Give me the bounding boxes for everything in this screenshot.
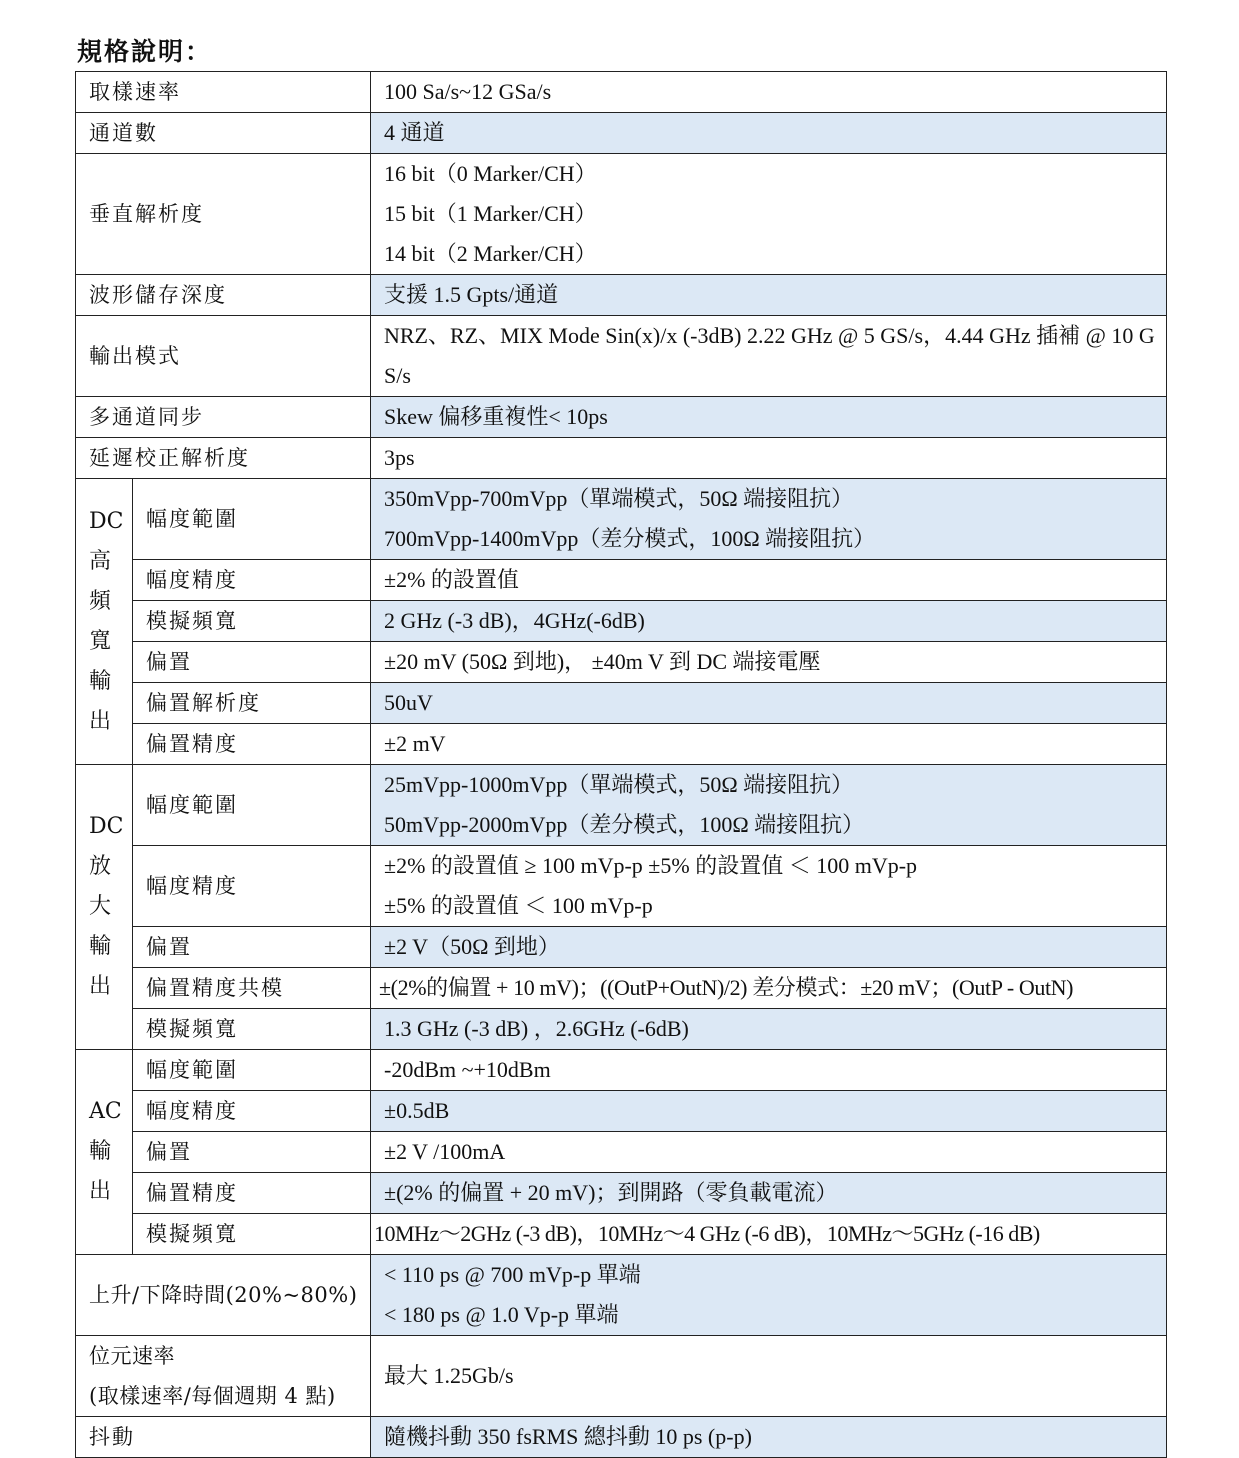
row-label: 抖動 [76,1417,371,1458]
row-label: 上升/下降時間(20%~80%) [76,1255,371,1336]
table-row [76,438,1167,479]
table-row [76,560,1167,601]
row-value: 支援 1.5 Gpts/通道 [371,275,1167,316]
value-line: < 180 ps @ 1.0 Vp-p 單端 [384,1302,619,1327]
row-label: 模擬頻寬 [133,1009,371,1050]
row-value [371,846,1167,927]
table-row [76,316,1167,397]
row-value: ±20 mV (50Ω 到地)， ±40m V 到 DC 端接電壓 [371,642,1167,683]
group-label-char: 出 [89,974,112,999]
row-label: 延遲校正解析度 [76,438,371,479]
value-line: ±2% 的設置值 ≥ 100 mVp-p ±5% 的設置值 ＜ 100 mVp-p [384,853,918,878]
table-row [76,642,1167,683]
table-row [76,1050,1167,1091]
row-value: ±(2%的偏置 + 10 mV)；((OutP+OutN)/2) 差分模式：±20 mV；(OutP - OutN) [371,968,1167,1009]
row-label: 幅度精度 [133,1091,371,1132]
label-line: 位元速率 [89,1344,175,1368]
row-value: 10MHz～2GHz (-3 dB)，10MHz～4 GHz (-6 dB)，10MHz～5GHz (-16 dB) [371,1214,1167,1255]
row-value: ±2 V /100mA [371,1132,1167,1173]
row-value: ±0.5dB [371,1091,1167,1132]
row-label: 偏置精度 [133,724,371,765]
row-label: 偏置 [133,927,371,968]
row-label: 偏置解析度 [133,683,371,724]
group-label-char: 高 [89,548,112,574]
row-label: 幅度精度 [133,846,371,927]
value-line: 25mVpp-1000mVpp（單端模式，50Ω 端接阻抗） [384,772,854,797]
row-value: ±2 mV [371,724,1167,765]
page-title: 規格說明： [77,37,213,66]
row-value: 1.3 GHz (-3 dB) ，2.6GHz (-6dB) [371,1009,1167,1050]
row-value: 最大 1.25Gb/s [371,1336,1167,1417]
table-row [76,1214,1167,1255]
table-row [76,479,1167,560]
group-label-char: 大 [89,894,112,919]
row-value: 100 Sa/s~12 GSa/s [371,72,1167,113]
table-row [76,1009,1167,1050]
row-value: NRZ、RZ、MIX Mode Sin(x)/x (-3dB) 2.22 GHz @ 5 GS/s，4.44 GHz 插補 @ 10 GS/s [371,316,1167,397]
value-line: 14 bit（2 Marker/CH） [384,241,597,266]
table-row [76,968,1167,1009]
group-label-char: 出 [89,1179,112,1204]
row-value: Skew 偏移重複性< 10ps [371,397,1167,438]
value-line: 15 bit（1 Marker/CH） [384,201,597,226]
label-line: (取樣速率/每個週期 4 點) [89,1384,336,1408]
table-row [76,1091,1167,1132]
group-label-ac [76,1050,133,1255]
row-label: 模擬頻寬 [133,601,371,642]
row-value: 隨機抖動 350 fsRMS 總抖動 10 ps (p-p) [371,1417,1167,1458]
group-label-char: 寬 [89,628,112,654]
value-line: 700mVpp-1400mVpp（差分模式，100Ω 端接阻抗） [384,526,876,551]
group-label-char: DC [89,814,124,839]
row-label: 幅度範圍 [133,479,371,560]
row-label: 輸出模式 [76,316,371,397]
row-label: 垂直解析度 [76,154,371,275]
row-value [371,765,1167,846]
row-value: ±2 V（50Ω 到地） [371,927,1167,968]
value-line: 50mVpp-2000mVpp（差分模式，100Ω 端接阻抗） [384,812,865,837]
table-row [76,1132,1167,1173]
table-row [76,154,1167,275]
row-value: ±2% 的設置值 [371,560,1167,601]
row-label: 偏置 [133,642,371,683]
table-row [76,113,1167,154]
value-line: 350mVpp-700mVpp（單端模式，50Ω 端接阻抗） [384,486,854,511]
table-row [76,601,1167,642]
group-label-dc-amp [76,765,133,1050]
value-line: 16 bit（0 Marker/CH） [384,161,597,186]
table-row [76,724,1167,765]
row-value: 2 GHz (-3 dB)，4GHz(-6dB) [371,601,1167,642]
table-row [76,275,1167,316]
row-label: 幅度範圍 [133,1050,371,1091]
row-value: 4 通道 [371,113,1167,154]
table-row [76,1173,1167,1214]
group-label-char: 出 [89,708,112,734]
row-label [76,1336,371,1417]
table-row [76,1255,1167,1336]
row-label: 幅度範圍 [133,765,371,846]
row-value [371,1255,1167,1336]
group-label-dc-hbw [76,479,133,765]
row-label: 多通道同步 [76,397,371,438]
row-value: 3ps [371,438,1167,479]
group-label-char: 輸 [89,934,112,959]
table-row [76,846,1167,927]
group-label-char: 頻 [89,588,112,614]
group-label-char: 輸 [89,1139,112,1164]
row-label: 幅度精度 [133,560,371,601]
table-row [76,1336,1167,1417]
row-label: 偏置精度共模 [133,968,371,1009]
spec-table [75,71,1167,1458]
table-row [76,1417,1167,1458]
row-value [371,154,1167,275]
group-label-char: 輸 [89,668,112,694]
table-row [76,927,1167,968]
row-label: 偏置精度 [133,1173,371,1214]
group-label-char: 放 [89,854,112,879]
row-label: 模擬頻寬 [133,1214,371,1255]
row-value: ±(2% 的偏置 + 20 mV)；到開路（零負載電流） [371,1173,1167,1214]
value-line: ±5% 的設置值 ＜ 100 mVp-p [384,893,653,918]
table-row [76,72,1167,113]
value-line: < 110 ps @ 700 mVp-p 單端 [384,1262,641,1287]
group-label-char: DC [89,508,124,534]
row-label: 取樣速率 [76,72,371,113]
group-label-char: AC [89,1099,122,1124]
row-label: 波形儲存深度 [76,275,371,316]
table-row [76,765,1167,846]
table-row [76,683,1167,724]
row-value: 50uV [371,683,1167,724]
row-value [371,479,1167,560]
row-label: 偏置 [133,1132,371,1173]
row-label: 通道數 [76,113,371,154]
row-value: -20dBm ~+10dBm [371,1050,1167,1091]
table-row [76,397,1167,438]
